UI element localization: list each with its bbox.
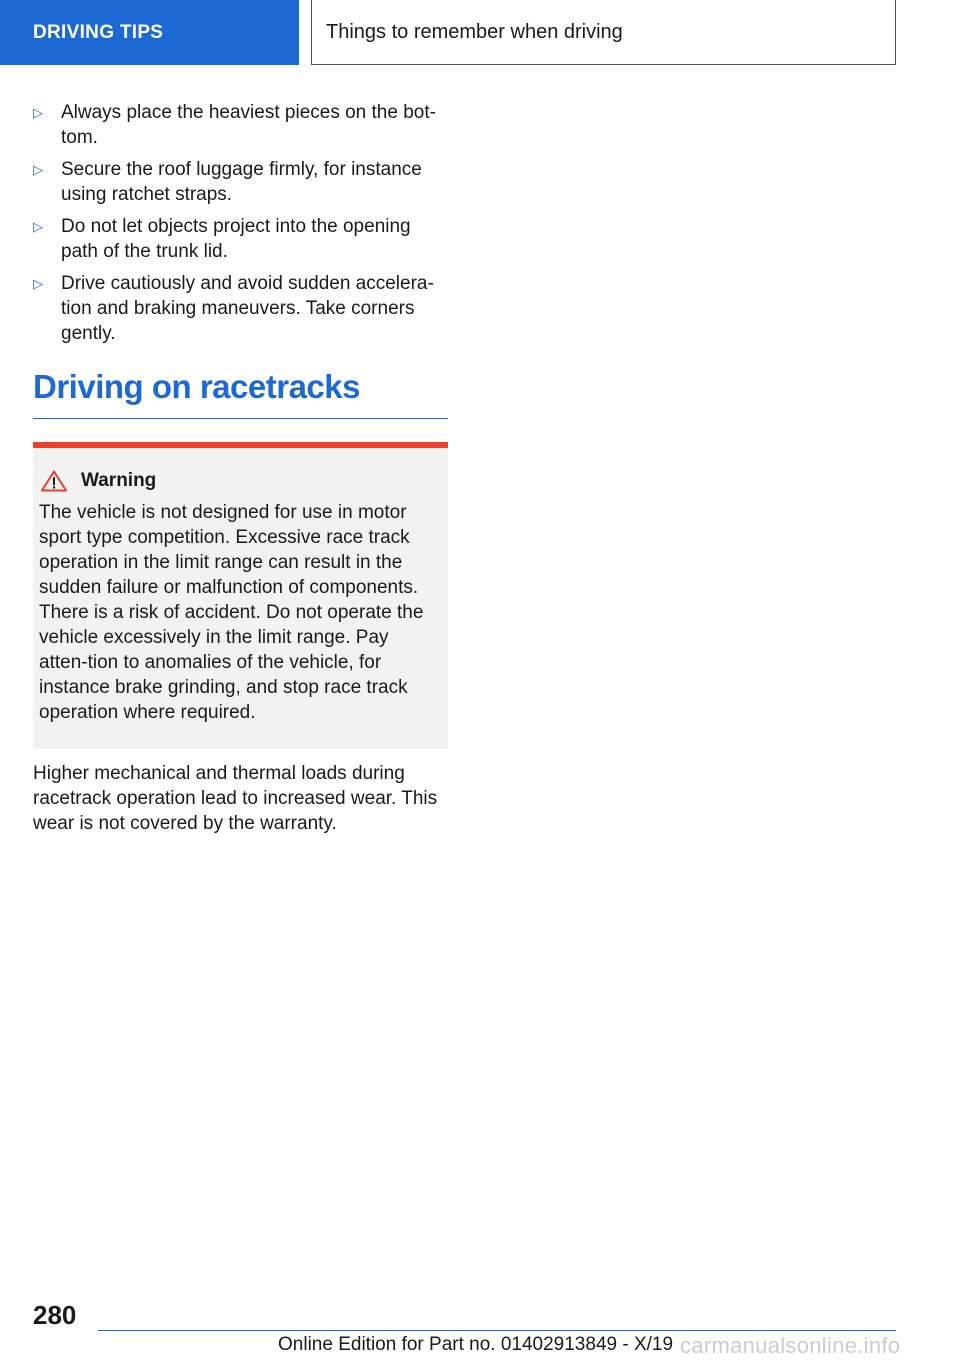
- list-item: [33, 271, 448, 346]
- bullet-triangle-icon: ▷: [33, 276, 43, 291]
- bullet-triangle-icon: ▷: [33, 162, 43, 177]
- warning-title: Warning: [81, 470, 157, 491]
- bullet-text: Drive cautiously and avoid sudden accelera-tion and braking maneuvers. Take corners gently.: [61, 273, 434, 344]
- warning-text: The vehicle is not designed for use in motor sport type competition. Excessive race track operation in the limit range can result in the sudden failure or malfunction of components. There is a risk of accident. Do not operate the vehicle excessively in the limit range. Pay atten-tion to anomalies of the vehicle, for instance brake grinding, and stop race track operation where required.: [39, 502, 424, 723]
- body-paragraph: Higher mechanical and thermal loads during racetrack operation lead to increased wear. This wear is not covered by the warranty.: [33, 763, 438, 834]
- bullet-text: Do not let objects project into the opening path of the trunk lid.: [61, 216, 411, 262]
- footer-divider: [98, 1330, 896, 1331]
- warning-title-row: [39, 470, 442, 492]
- bullet-list: [33, 100, 448, 346]
- bullet-triangle-icon: ▷: [33, 219, 43, 234]
- bullet-text: Always place the heaviest pieces on the bot-tom.: [61, 102, 436, 148]
- list-item: [33, 157, 448, 207]
- page-content: [33, 100, 448, 836]
- watermark-text: carmanualsonline.info: [680, 1333, 901, 1358]
- section-heading: Driving on racetracks: [33, 367, 448, 419]
- header-topic-title: Things to remember when driving: [311, 0, 896, 65]
- footer-edition: Online Edition for Part no. 01402913849 - X/19: [278, 1334, 674, 1355]
- page-number: 280: [33, 1300, 77, 1330]
- warning-triangle-icon: [41, 470, 67, 492]
- header-section-label: DRIVING TIPS: [0, 0, 299, 65]
- list-item: [33, 100, 448, 150]
- warning-box: [33, 442, 448, 749]
- bullet-text: Secure the roof luggage firmly, for instance using ratchet straps.: [61, 159, 422, 205]
- bullet-triangle-icon: ▷: [33, 105, 43, 120]
- list-item: [33, 214, 448, 264]
